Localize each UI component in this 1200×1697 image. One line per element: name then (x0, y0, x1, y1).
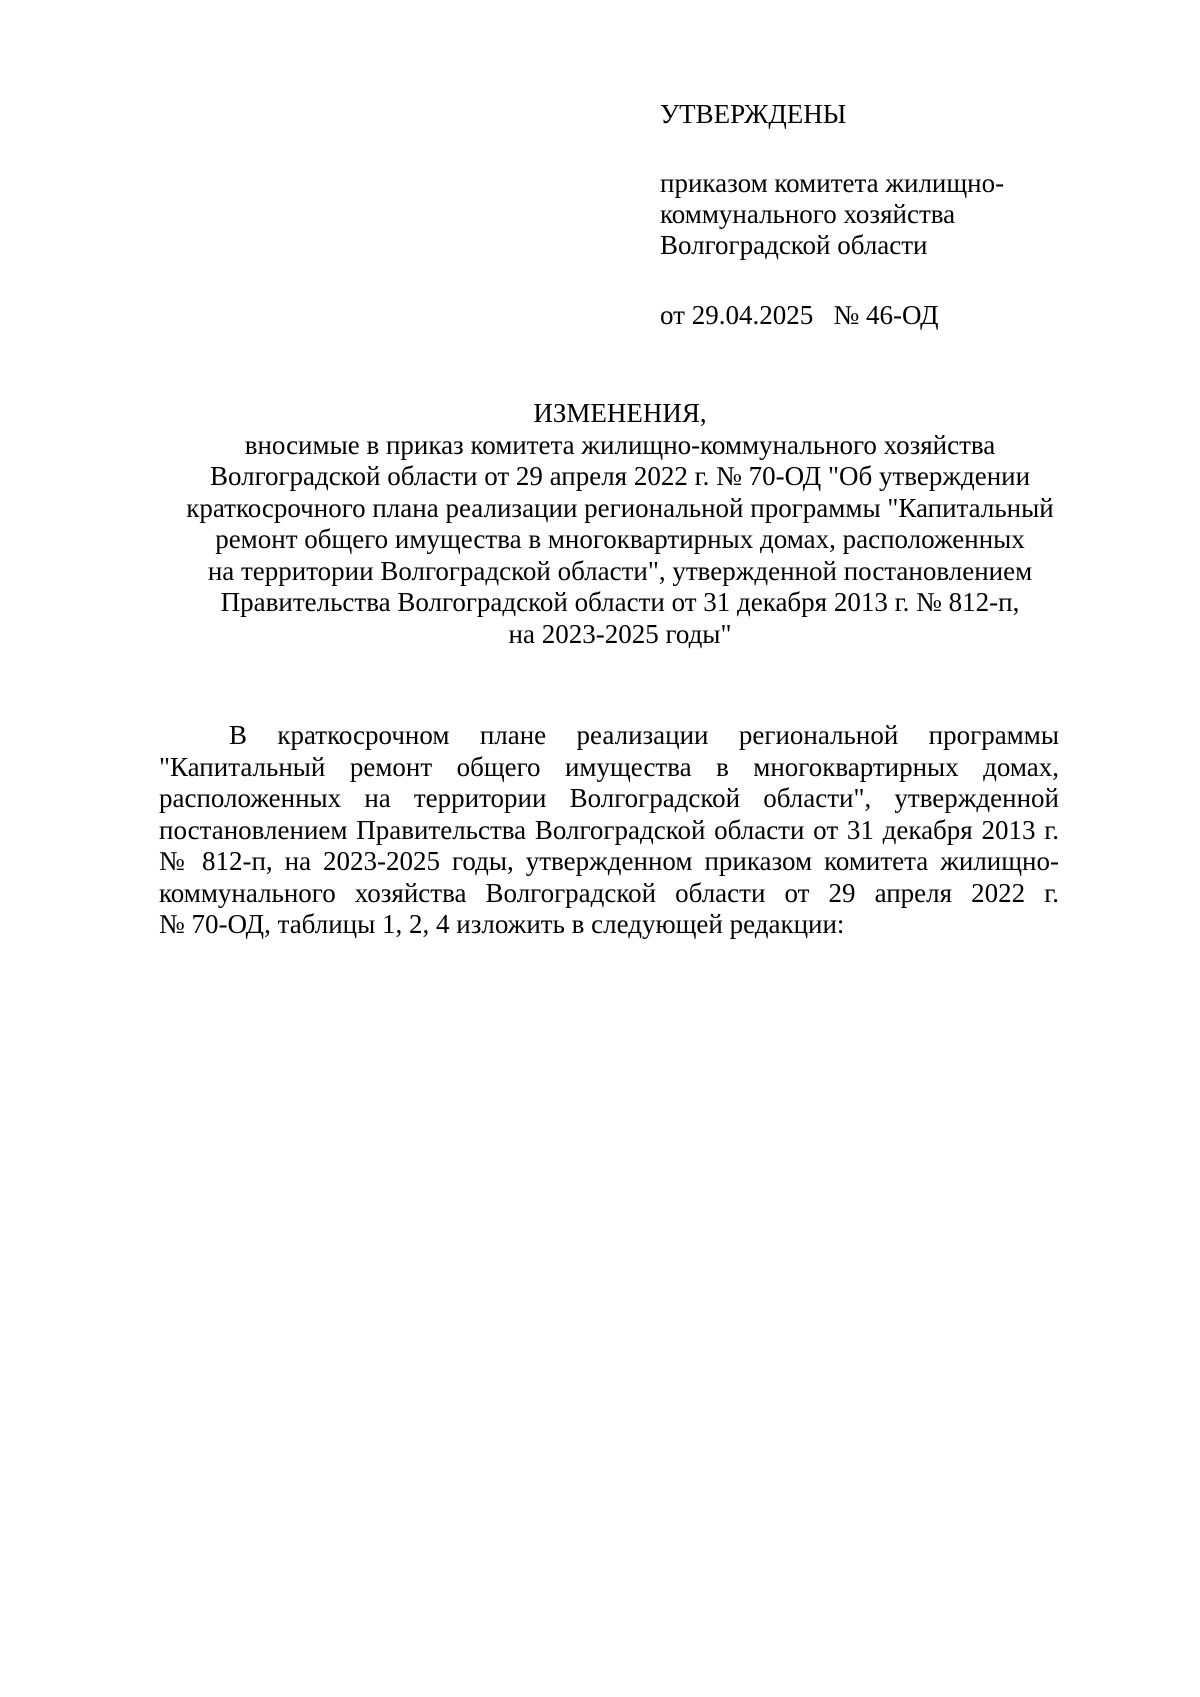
body-line: постановлением Правительства Волгоградской области от 31 декабря 2013 г. (159, 814, 1059, 845)
approval-order-line: приказом комитета жилищно- (660, 168, 1005, 198)
subtitle-line: Волгоградской области от 29 апреля 2022 г. № 70-ОД "Об утверждении (209, 461, 1031, 491)
approval-block (660, 99, 1100, 331)
body-line: расположенных на территории Волгоградской области", утвержденной (159, 783, 1059, 813)
approval-order-line: Волгоградской области (660, 230, 928, 260)
body-line: коммунального хозяйства Волгоградской области от 29 апреля 2022 г. (159, 877, 1059, 908)
approval-date-number: от 29.04.2025 № 46-ОД (660, 300, 939, 330)
subtitle-line: на 2023-2025 годы" (508, 618, 732, 649)
body-line: "Капитальный ремонт общего имущества в многоквартирных домах, (159, 751, 1059, 782)
body-line: № 70-ОД, таблицы 1, 2, 4 изложить в следующей редакции: (159, 909, 845, 939)
subtitle-line: Правительства Волгоградской области от 31 декабря 2013 г. № 812-п, (220, 587, 1020, 617)
body-line: В краткосрочном плане реализации региональной программы (229, 720, 1059, 750)
subtitle-line: вносимые в приказ комитета жилищно-коммунального хозяйства (244, 429, 996, 460)
subtitle-line: на территории Волгоградской области", утвержденной постановлением (207, 555, 1033, 586)
approval-order-line: коммунального хозяйства (660, 199, 956, 229)
subtitle-line: краткосрочного плана реализации региональной программы "Капитальный (186, 492, 1054, 523)
document-subtitle (120, 430, 1120, 651)
document-title-block (120, 398, 1120, 650)
subtitle-line: ремонт общего имущества в многоквартирных домах, расположенных (215, 524, 1025, 554)
body-paragraph (159, 720, 1059, 941)
body-line: № 812-п, на 2023-2025 годы, утвержденном приказом комитета жилищно- (159, 846, 1059, 876)
approval-heading: УТВЕРЖДЕНЫ (660, 99, 847, 129)
document-title: ИЗМЕНЕНИЯ, (533, 398, 707, 428)
approval-order-text (660, 168, 1100, 261)
